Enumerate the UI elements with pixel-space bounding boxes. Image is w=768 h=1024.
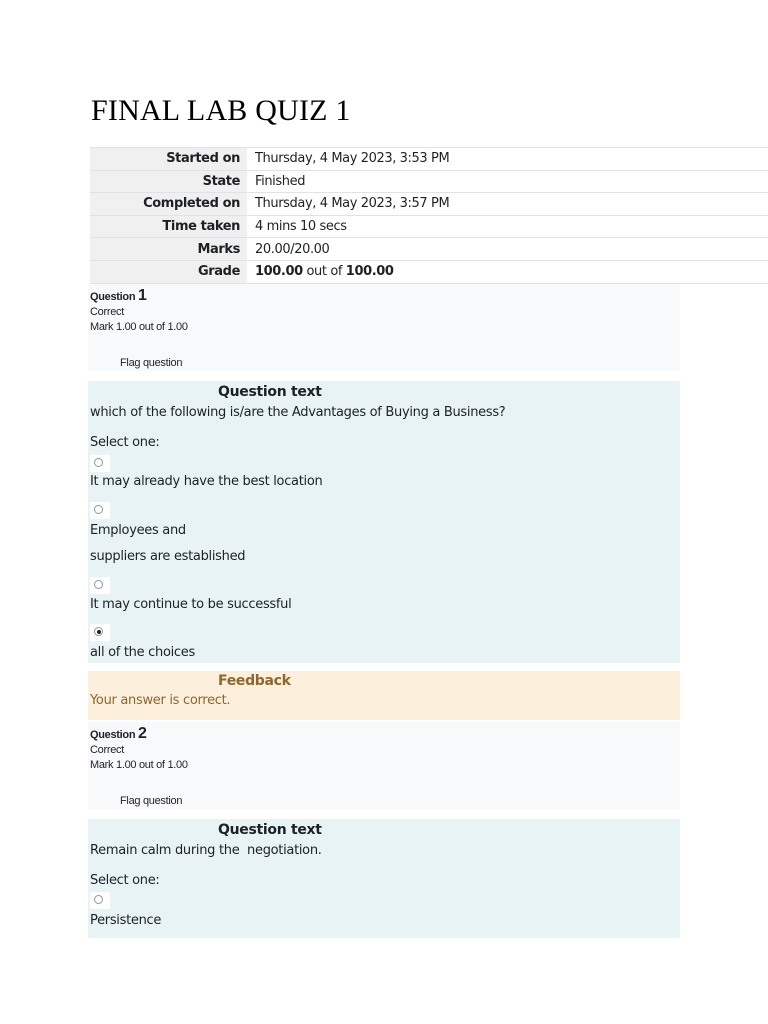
flag-question-link[interactable]: Flag question [120, 357, 183, 369]
radio-circle-icon [94, 458, 103, 467]
option-3-label[interactable]: It may continue to be successful [90, 597, 292, 612]
option-2-radio[interactable] [90, 502, 110, 519]
summary-value: 20.00/20.00 [247, 238, 768, 261]
question-mark: Mark 1.00 out of 1.00 [90, 759, 188, 771]
question-text-heading: Question text [218, 384, 322, 400]
question-mark: Mark 1.00 out of 1.00 [90, 321, 188, 333]
question-2-text-box [88, 819, 680, 938]
question-label: Question [90, 729, 136, 741]
radio-circle-icon [94, 895, 103, 904]
feedback-heading: Feedback [218, 673, 291, 689]
question-state: Correct [90, 306, 124, 318]
summary-row-time-taken [90, 215, 768, 238]
summary-label: Grade [90, 260, 247, 283]
summary-row-grade [90, 260, 768, 283]
option-4-label[interactable]: all of the choices [90, 645, 195, 660]
summary-label: Marks [90, 238, 247, 261]
question-text: which of the following is/are the Advantages of Buying a Business? [90, 405, 506, 420]
question-text: Remain calm during the negotiation. [90, 843, 322, 858]
summary-label: State [90, 170, 247, 193]
summary-label: Time taken [90, 215, 247, 238]
grade-max: 100.00 [345, 264, 394, 280]
option-1-radio[interactable] [90, 455, 110, 472]
summary-label: Started on [90, 148, 247, 171]
summary-row-state [90, 170, 768, 193]
option-4-radio[interactable] [90, 624, 110, 641]
grade-out-of: out of [302, 264, 346, 280]
grade-score: 100.00 [255, 264, 303, 280]
summary-value [247, 260, 768, 283]
option-2-label-line1[interactable]: Employees and [90, 523, 186, 538]
option-1-label[interactable]: It may already have the best location [90, 474, 323, 489]
option-3-radio[interactable] [90, 577, 110, 594]
option-1-radio[interactable] [90, 892, 110, 909]
attempt-summary-table [90, 147, 768, 284]
summary-value: Finished [247, 170, 768, 193]
question-label: Question [90, 291, 136, 303]
question-1-heading [90, 287, 680, 305]
summary-row-completed [90, 193, 768, 216]
question-text-heading: Question text [218, 822, 322, 838]
question-1-feedback [88, 671, 680, 720]
select-one-label: Select one: [90, 435, 160, 450]
option-2-label-line2[interactable]: suppliers are established [90, 549, 246, 564]
question-number: 1 [138, 287, 147, 304]
summary-value: Thursday, 4 May 2023, 3:57 PM [247, 193, 768, 216]
summary-value: Thursday, 4 May 2023, 3:53 PM [247, 148, 768, 171]
summary-label: Completed on [90, 193, 247, 216]
option-1-label[interactable]: Persistence [90, 913, 162, 928]
question-2-heading [90, 725, 680, 743]
summary-value: 4 mins 10 secs [247, 215, 768, 238]
question-2-info [88, 722, 680, 809]
question-state: Correct [90, 744, 124, 756]
question-1-info [88, 284, 680, 371]
question-1-text-box [88, 381, 680, 663]
question-number: 2 [138, 725, 147, 742]
radio-selected-icon [94, 627, 103, 636]
page-title: FINAL LAB QUIZ 1 [91, 94, 351, 127]
radio-circle-icon [94, 505, 103, 514]
radio-circle-icon [94, 580, 103, 589]
feedback-message: Your answer is correct. [90, 693, 231, 708]
flag-question-link[interactable]: Flag question [120, 795, 183, 807]
summary-row-started [90, 148, 768, 171]
select-one-label: Select one: [90, 873, 160, 888]
summary-row-marks [90, 238, 768, 261]
